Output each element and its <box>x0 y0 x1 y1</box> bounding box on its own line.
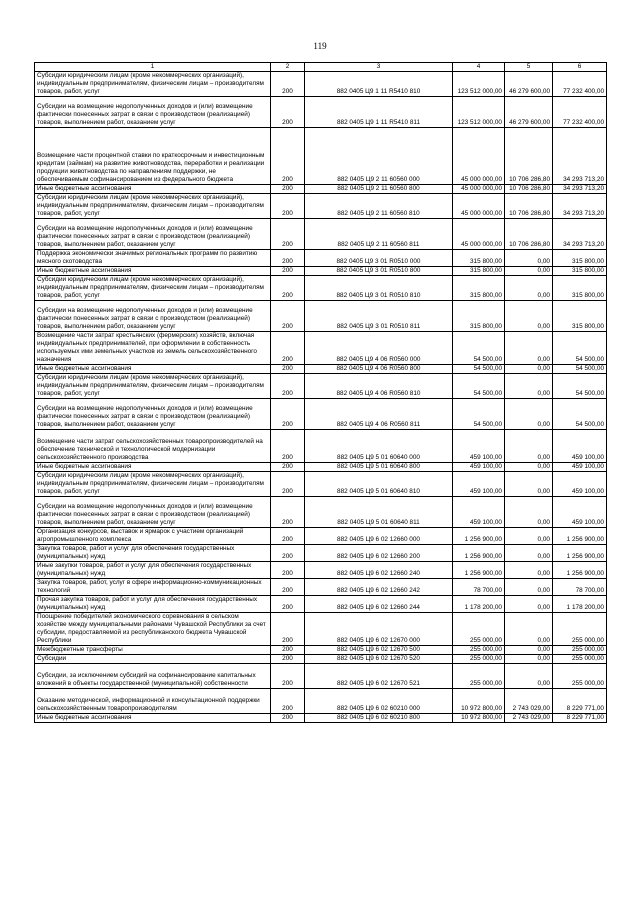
table-row <box>35 562 607 579</box>
row-executed-amount-cell: 0,00 <box>505 374 553 399</box>
row-code-cell: 200 <box>271 613 305 646</box>
row-approved-amount-cell: 255 000,00 <box>453 613 505 646</box>
table-row <box>35 714 607 723</box>
row-code-cell: 200 <box>271 714 305 723</box>
table-row <box>35 128 607 185</box>
row-classification-code-cell: 882 0405 Ц9 1 11 R5410 811 <box>305 97 453 128</box>
column-header: 4 <box>453 63 505 72</box>
row-classification-code-cell: 882 0405 Ц9 6 02 12670 000 <box>305 613 453 646</box>
row-name-cell: Субсидии юридическим лицам (кроме некоммерческих организаций), индивидуальным предпринимателям, физическим лицам – производителям товаров, работ, услуг <box>35 194 271 219</box>
table-row <box>35 430 607 463</box>
row-classification-code-cell: 882 0405 Ц9 3 01 R0510 000 <box>305 250 453 267</box>
row-classification-code-cell: 882 0405 Ц9 5 01 60640 810 <box>305 472 453 497</box>
row-approved-amount-cell: 123 512 000,00 <box>453 97 505 128</box>
row-approved-amount-cell: 78 700,00 <box>453 579 505 596</box>
row-name-cell: Закупка товаров, работ, услуг в сфере информационно-коммуникационных технологий <box>35 579 271 596</box>
table-row <box>35 655 607 664</box>
row-unexecuted-amount-cell: 255 000,00 <box>553 613 607 646</box>
row-executed-amount-cell: 0,00 <box>505 250 553 267</box>
table-row <box>35 613 607 646</box>
row-name-cell: Субсидии на возмещение недополученных доходов и (или) возмещение фактически понесенных затрат в связи с производством (реализацией) товаров, выполнением работ, оказанием услуг <box>35 301 271 332</box>
row-approved-amount-cell: 1 178 200,00 <box>453 596 505 613</box>
row-executed-amount-cell: 46 279 600,00 <box>505 72 553 97</box>
row-classification-code-cell: 882 0405 Ц9 6 02 60210 000 <box>305 689 453 714</box>
table-row <box>35 579 607 596</box>
table-row <box>35 374 607 399</box>
row-classification-code-cell: 882 0405 Ц9 6 02 12660 000 <box>305 528 453 545</box>
table-row <box>35 664 607 689</box>
row-name-cell: Иные бюджетные ассигнования <box>35 365 271 374</box>
row-classification-code-cell: 882 0405 Ц9 6 02 12670 520 <box>305 655 453 664</box>
row-unexecuted-amount-cell: 77 232 400,00 <box>553 72 607 97</box>
row-approved-amount-cell: 255 000,00 <box>453 655 505 664</box>
row-name-cell: Возмещение части затрат крестьянских (фермерских) хозяйств, включая индивидуальных предпринимателей, при оформлении в собственность используемых ими земельных участков из земель сельскохозяйственного назначения <box>35 332 271 365</box>
row-name-cell: Возмещение части затрат сельскохозяйственных товаропроизводителей на обеспечение технической и технологической модернизации сельскохозяйственного производства <box>35 430 271 463</box>
row-executed-amount-cell: 0,00 <box>505 596 553 613</box>
row-unexecuted-amount-cell: 8 229 771,00 <box>553 714 607 723</box>
row-executed-amount-cell: 0,00 <box>505 545 553 562</box>
row-executed-amount-cell: 0,00 <box>505 365 553 374</box>
row-name-cell: Поощрение победителей экономического соревнования в сельском хозяйстве между муниципальными районами Чувашской Республики за счет субсидии, предоставляемой из республиканского бюджета Чувашской Республики <box>35 613 271 646</box>
row-name-cell: Иные бюджетные ассигнования <box>35 463 271 472</box>
row-name-cell: Субсидии на возмещение недополученных доходов и (или) возмещение фактически понесенных затрат в связи с производством (реализацией) товаров, выполнением работ, оказанием услуг <box>35 97 271 128</box>
row-name-cell: Субсидии <box>35 655 271 664</box>
row-executed-amount-cell: 0,00 <box>505 528 553 545</box>
row-code-cell: 200 <box>271 472 305 497</box>
row-unexecuted-amount-cell: 315 800,00 <box>553 276 607 301</box>
row-approved-amount-cell: 315 800,00 <box>453 276 505 301</box>
row-executed-amount-cell: 0,00 <box>505 655 553 664</box>
row-classification-code-cell: 882 0405 Ц9 4 06 R0560 810 <box>305 374 453 399</box>
table-row <box>35 497 607 528</box>
table-row <box>35 72 607 97</box>
row-code-cell: 200 <box>271 332 305 365</box>
table-row <box>35 689 607 714</box>
row-code-cell: 200 <box>271 689 305 714</box>
row-classification-code-cell: 882 0405 Ц9 2 11 60560 000 <box>305 128 453 185</box>
table-row <box>35 332 607 365</box>
row-approved-amount-cell: 255 000,00 <box>453 646 505 655</box>
row-unexecuted-amount-cell: 459 100,00 <box>553 430 607 463</box>
row-unexecuted-amount-cell: 315 800,00 <box>553 301 607 332</box>
row-unexecuted-amount-cell: 77 232 400,00 <box>553 97 607 128</box>
row-classification-code-cell: 882 0405 Ц9 6 02 12660 240 <box>305 562 453 579</box>
row-unexecuted-amount-cell: 255 000,00 <box>553 646 607 655</box>
row-code-cell: 200 <box>271 596 305 613</box>
row-classification-code-cell: 882 0405 Ц9 6 02 12660 244 <box>305 596 453 613</box>
row-code-cell: 200 <box>271 497 305 528</box>
row-executed-amount-cell: 0,00 <box>505 399 553 430</box>
row-executed-amount-cell: 0,00 <box>505 267 553 276</box>
column-header: 2 <box>271 63 305 72</box>
table-row <box>35 301 607 332</box>
row-code-cell: 200 <box>271 545 305 562</box>
table-row <box>35 463 607 472</box>
row-approved-amount-cell: 315 800,00 <box>453 301 505 332</box>
row-code-cell: 200 <box>271 646 305 655</box>
row-name-cell: Иные бюджетные ассигнования <box>35 185 271 194</box>
row-executed-amount-cell: 10 706 286,80 <box>505 219 553 250</box>
row-name-cell: Субсидии на возмещение недополученных доходов и (или) возмещение фактически понесенных затрат в связи с производством (реализацией) товаров, выполнением работ, оказанием услуг <box>35 399 271 430</box>
row-classification-code-cell: 882 0405 Ц9 4 06 R0560 811 <box>305 399 453 430</box>
row-classification-code-cell: 882 0405 Ц9 2 11 60560 800 <box>305 185 453 194</box>
row-executed-amount-cell: 2 743 029,00 <box>505 689 553 714</box>
row-approved-amount-cell: 54 500,00 <box>453 399 505 430</box>
row-unexecuted-amount-cell: 34 293 713,20 <box>553 128 607 185</box>
table-row <box>35 399 607 430</box>
row-approved-amount-cell: 255 000,00 <box>453 664 505 689</box>
row-classification-code-cell: 882 0405 Ц9 6 02 12660 242 <box>305 579 453 596</box>
row-approved-amount-cell: 54 500,00 <box>453 332 505 365</box>
row-classification-code-cell: 882 0405 Ц9 2 11 60560 811 <box>305 219 453 250</box>
row-unexecuted-amount-cell: 54 500,00 <box>553 332 607 365</box>
row-classification-code-cell: 882 0405 Ц9 4 06 R0560 800 <box>305 365 453 374</box>
row-executed-amount-cell: 0,00 <box>505 430 553 463</box>
table-row <box>35 472 607 497</box>
row-approved-amount-cell: 315 800,00 <box>453 267 505 276</box>
row-name-cell: Возмещение части процентной ставки по краткосрочным и инвестиционным кредитам (займам) на развитие животноводства, переработки и реализации продукции животноводства по направлениям поддержки, не обеспечиваемым софинансированием из федерального бюджета <box>35 128 271 185</box>
row-approved-amount-cell: 123 512 000,00 <box>453 72 505 97</box>
row-code-cell: 200 <box>271 219 305 250</box>
row-name-cell: Субсидии, за исключением субсидий на софинансирование капитальных вложений в объекты государственной (муниципальной) собственности <box>35 664 271 689</box>
row-unexecuted-amount-cell: 1 178 200,00 <box>553 596 607 613</box>
row-approved-amount-cell: 315 800,00 <box>453 250 505 267</box>
row-approved-amount-cell: 10 972 800,00 <box>453 689 505 714</box>
row-approved-amount-cell: 45 000 000,00 <box>453 185 505 194</box>
row-code-cell: 200 <box>271 301 305 332</box>
row-classification-code-cell: 882 0405 Ц9 6 02 12660 200 <box>305 545 453 562</box>
row-executed-amount-cell: 0,00 <box>505 579 553 596</box>
column-header: 3 <box>305 63 453 72</box>
row-code-cell: 200 <box>271 655 305 664</box>
row-unexecuted-amount-cell: 459 100,00 <box>553 497 607 528</box>
row-unexecuted-amount-cell: 1 256 900,00 <box>553 545 607 562</box>
table-row <box>35 219 607 250</box>
row-name-cell: Субсидии юридическим лицам (кроме некоммерческих организаций), индивидуальным предпринимателям, физическим лицам – производителям товаров, работ, услуг <box>35 374 271 399</box>
row-code-cell: 200 <box>271 374 305 399</box>
row-classification-code-cell: 882 0405 Ц9 6 02 12670 500 <box>305 646 453 655</box>
row-approved-amount-cell: 459 100,00 <box>453 463 505 472</box>
row-executed-amount-cell: 0,00 <box>505 472 553 497</box>
row-code-cell: 200 <box>271 562 305 579</box>
row-classification-code-cell: 882 0405 Ц9 4 06 R0560 000 <box>305 332 453 365</box>
row-approved-amount-cell: 45 000 000,00 <box>453 219 505 250</box>
row-unexecuted-amount-cell: 255 000,00 <box>553 655 607 664</box>
row-classification-code-cell: 882 0405 Ц9 3 01 R0510 810 <box>305 276 453 301</box>
row-approved-amount-cell: 10 972 800,00 <box>453 714 505 723</box>
row-code-cell: 200 <box>271 267 305 276</box>
row-classification-code-cell: 882 0405 Ц9 6 02 60210 800 <box>305 714 453 723</box>
row-approved-amount-cell: 1 256 900,00 <box>453 545 505 562</box>
row-code-cell: 200 <box>271 128 305 185</box>
budget-execution-table <box>34 62 607 723</box>
row-unexecuted-amount-cell: 54 500,00 <box>553 399 607 430</box>
row-unexecuted-amount-cell: 34 293 713,20 <box>553 219 607 250</box>
row-executed-amount-cell: 46 279 600,00 <box>505 97 553 128</box>
table-row <box>35 545 607 562</box>
row-executed-amount-cell: 0,00 <box>505 646 553 655</box>
row-code-cell: 200 <box>271 463 305 472</box>
column-header: 6 <box>553 63 607 72</box>
row-classification-code-cell: 882 0405 Ц9 5 01 60640 000 <box>305 430 453 463</box>
row-name-cell: Субсидии юридическим лицам (кроме некоммерческих организаций), индивидуальным предпринимателям, физическим лицам – производителям товаров, работ, услуг <box>35 72 271 97</box>
column-header: 5 <box>505 63 553 72</box>
row-code-cell: 200 <box>271 72 305 97</box>
row-approved-amount-cell: 54 500,00 <box>453 365 505 374</box>
row-executed-amount-cell: 10 706 286,80 <box>505 128 553 185</box>
row-classification-code-cell: 882 0405 Ц9 5 01 60640 800 <box>305 463 453 472</box>
row-unexecuted-amount-cell: 315 800,00 <box>553 267 607 276</box>
row-unexecuted-amount-cell: 34 293 713,20 <box>553 185 607 194</box>
row-approved-amount-cell: 459 100,00 <box>453 497 505 528</box>
table-row <box>35 646 607 655</box>
row-name-cell: Межбюджетные трансферты <box>35 646 271 655</box>
row-executed-amount-cell: 0,00 <box>505 613 553 646</box>
row-classification-code-cell: 882 0405 Ц9 2 11 60560 810 <box>305 194 453 219</box>
table-body <box>35 72 607 723</box>
row-approved-amount-cell: 459 100,00 <box>453 472 505 497</box>
row-code-cell: 200 <box>271 430 305 463</box>
row-name-cell: Субсидии юридическим лицам (кроме некоммерческих организаций), индивидуальным предпринимателям, физическим лицам – производителям товаров, работ, услуг <box>35 276 271 301</box>
row-approved-amount-cell: 54 500,00 <box>453 374 505 399</box>
row-approved-amount-cell: 45 000 000,00 <box>453 128 505 185</box>
row-code-cell: 200 <box>271 528 305 545</box>
row-executed-amount-cell: 0,00 <box>505 301 553 332</box>
row-classification-code-cell: 882 0405 Ц9 5 01 60640 811 <box>305 497 453 528</box>
row-code-cell: 200 <box>271 365 305 374</box>
table-row <box>35 365 607 374</box>
table-row <box>35 276 607 301</box>
row-approved-amount-cell: 1 256 900,00 <box>453 562 505 579</box>
row-code-cell: 200 <box>271 399 305 430</box>
row-unexecuted-amount-cell: 1 256 900,00 <box>553 528 607 545</box>
row-executed-amount-cell: 0,00 <box>505 332 553 365</box>
row-unexecuted-amount-cell: 459 100,00 <box>553 472 607 497</box>
row-code-cell: 200 <box>271 250 305 267</box>
table-row <box>35 250 607 267</box>
row-executed-amount-cell: 0,00 <box>505 562 553 579</box>
row-code-cell: 200 <box>271 276 305 301</box>
row-executed-amount-cell: 0,00 <box>505 497 553 528</box>
page-number: 119 <box>313 41 327 51</box>
row-name-cell: Оказание методической, информационной и консультационной поддержки сельскохозяйственным товаропроизводителям <box>35 689 271 714</box>
row-name-cell: Иные закупки товаров, работ и услуг для обеспечения государственных (муниципальных) нужд <box>35 562 271 579</box>
row-unexecuted-amount-cell: 54 500,00 <box>553 374 607 399</box>
row-name-cell: Субсидии юридическим лицам (кроме некоммерческих организаций), индивидуальным предпринимателям, физическим лицам – производителям товаров, работ, услуг <box>35 472 271 497</box>
column-number-header-row <box>35 63 607 72</box>
row-executed-amount-cell: 0,00 <box>505 664 553 689</box>
row-name-cell: Организация конкурсов, выставок и ярмарок с участием организаций агропромышленного комплекса <box>35 528 271 545</box>
row-unexecuted-amount-cell: 78 700,00 <box>553 579 607 596</box>
row-unexecuted-amount-cell: 1 256 900,00 <box>553 562 607 579</box>
row-executed-amount-cell: 0,00 <box>505 276 553 301</box>
row-name-cell: Закупка товаров, работ и услуг для обеспечения государственных (муниципальных) нужд <box>35 545 271 562</box>
row-classification-code-cell: 882 0405 Ц9 1 11 R5410 810 <box>305 72 453 97</box>
table-row <box>35 267 607 276</box>
row-code-cell: 200 <box>271 579 305 596</box>
column-header: 1 <box>35 63 271 72</box>
table-row <box>35 97 607 128</box>
row-name-cell: Прочая закупка товаров, работ и услуг для обеспечения государственных (муниципальных) нужд <box>35 596 271 613</box>
row-name-cell: Иные бюджетные ассигнования <box>35 714 271 723</box>
row-name-cell: Субсидии на возмещение недополученных доходов и (или) возмещение фактически понесенных затрат в связи с производством (реализацией) товаров, выполнением работ, оказанием услуг <box>35 219 271 250</box>
row-unexecuted-amount-cell: 315 800,00 <box>553 250 607 267</box>
table-row <box>35 596 607 613</box>
table-row <box>35 185 607 194</box>
row-executed-amount-cell: 2 743 029,00 <box>505 714 553 723</box>
row-executed-amount-cell: 10 706 286,80 <box>505 185 553 194</box>
row-name-cell: Иные бюджетные ассигнования <box>35 267 271 276</box>
row-unexecuted-amount-cell: 459 100,00 <box>553 463 607 472</box>
row-approved-amount-cell: 1 256 900,00 <box>453 528 505 545</box>
row-executed-amount-cell: 0,00 <box>505 463 553 472</box>
row-unexecuted-amount-cell: 8 229 771,00 <box>553 689 607 714</box>
row-name-cell: Поддержка экономически значимых региональных программ по развитию мясного скотоводства <box>35 250 271 267</box>
row-classification-code-cell: 882 0405 Ц9 3 01 R0510 800 <box>305 267 453 276</box>
row-code-cell: 200 <box>271 194 305 219</box>
row-executed-amount-cell: 10 706 286,80 <box>505 194 553 219</box>
row-code-cell: 200 <box>271 664 305 689</box>
row-code-cell: 200 <box>271 185 305 194</box>
row-classification-code-cell: 882 0405 Ц9 6 02 12670 521 <box>305 664 453 689</box>
row-unexecuted-amount-cell: 255 000,00 <box>553 664 607 689</box>
table-row <box>35 194 607 219</box>
row-name-cell: Субсидии на возмещение недополученных доходов и (или) возмещение фактически понесенных затрат в связи с производством (реализацией) товаров, выполнением работ, оказанием услуг <box>35 497 271 528</box>
row-approved-amount-cell: 459 100,00 <box>453 430 505 463</box>
row-classification-code-cell: 882 0405 Ц9 3 01 R0510 811 <box>305 301 453 332</box>
row-unexecuted-amount-cell: 54 500,00 <box>553 365 607 374</box>
row-unexecuted-amount-cell: 34 293 713,20 <box>553 194 607 219</box>
table-row <box>35 528 607 545</box>
row-code-cell: 200 <box>271 97 305 128</box>
row-approved-amount-cell: 45 000 000,00 <box>453 194 505 219</box>
